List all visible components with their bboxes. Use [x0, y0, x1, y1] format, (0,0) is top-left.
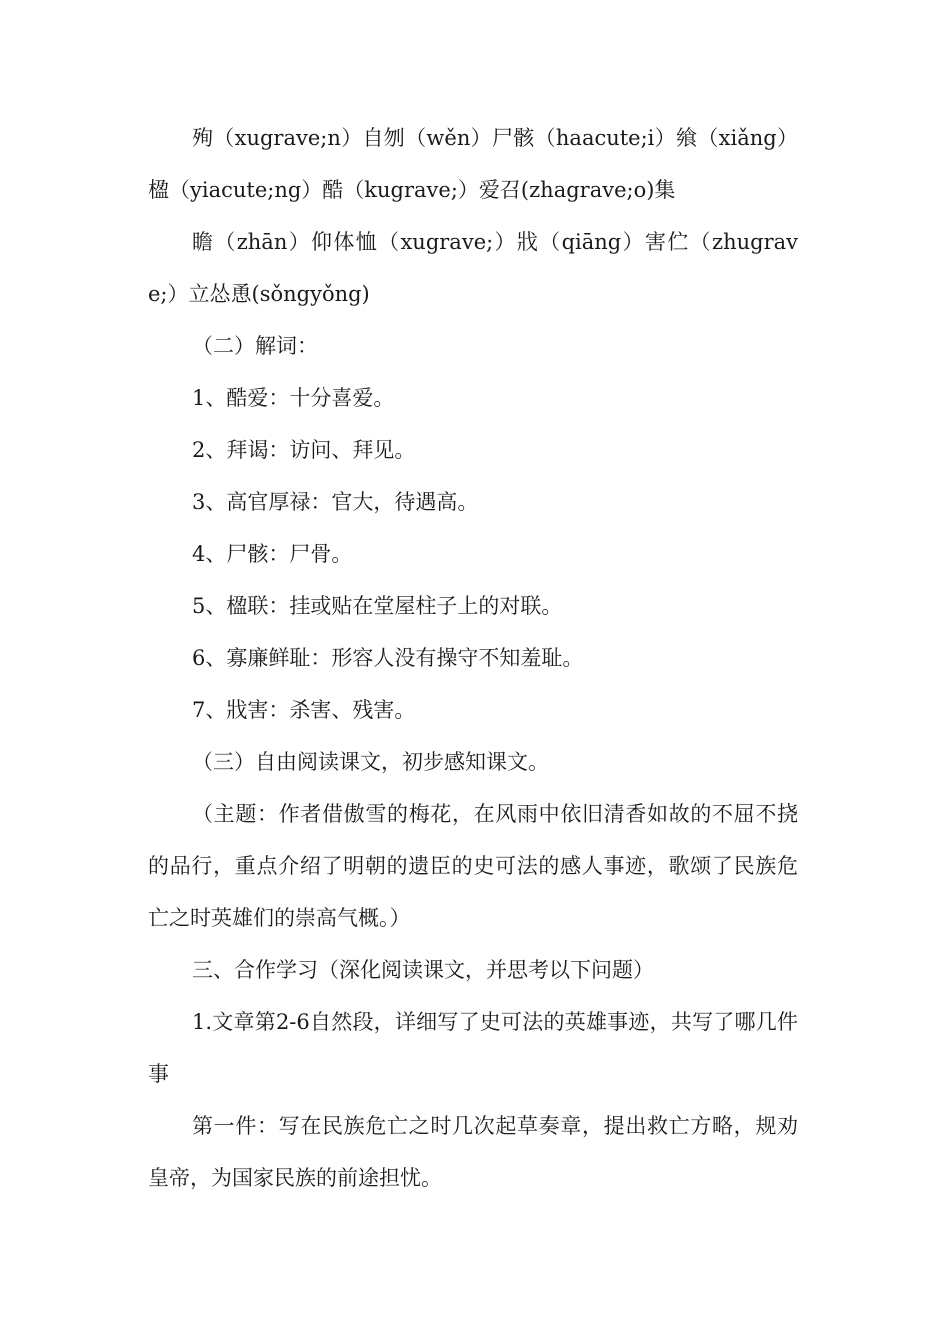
- vocab-item-7: 7、戕害：杀害、残害。: [192, 698, 416, 722]
- vocab-item-2: 2、拜谒：访问、拜见。: [192, 438, 416, 462]
- vocab-item-1: 1、酷爱：十分喜爱。: [192, 386, 395, 410]
- question-1: 1.文章第2-6自然段，详细写了史可法的英雄事迹，共写了哪几件事: [148, 1010, 798, 1086]
- paragraph-pronunciation-1: 殉（xugrave;n）自刎（wěn）尸骸（haacute;i）飨（xiǎng）楹（yiacute;ng）酷（kugrave;）爱召(zhagrave;o)集: [148, 126, 798, 202]
- section-heading-reading: （三）自由阅读课文，初步感知课文。: [192, 750, 549, 774]
- vocab-item-4: 4、尸骸：尸骨。: [192, 542, 353, 566]
- vocab-item-3: 3、高官厚禄：官大，待遇高。: [192, 490, 479, 514]
- section-heading-cooperative-learning: 三、合作学习（深化阅读课文，并思考以下问题）: [192, 958, 654, 982]
- vocab-item-5: 5、楹联：挂或贴在堂屋柱子上的对联。: [192, 594, 563, 618]
- section-heading-vocabulary: （二）解词：: [192, 334, 318, 358]
- vocab-item-6: 6、寡廉鲜耻：形容人没有操守不知羞耻。: [192, 646, 584, 670]
- paragraph-theme: （主题：作者借傲雪的梅花，在风雨中依旧清香如故的不屈不挠的品行，重点介绍了明朝的遗臣的史可法的感人事迹，歌颂了民族危亡之时英雄们的崇高气概。）: [148, 802, 798, 930]
- answer-first-event: 第一件：写在民族危亡之时几次起草奏章，提出救亡方略，规劝皇帝，为国家民族的前途担忧。: [148, 1114, 798, 1190]
- paragraph-pronunciation-2: 瞻（zhān）仰体恤（xugrave;）戕（qiāng）害伫（zhugrave;）立怂恿(sǒngyǒng): [148, 230, 798, 306]
- document-body: [148, 112, 798, 1204]
